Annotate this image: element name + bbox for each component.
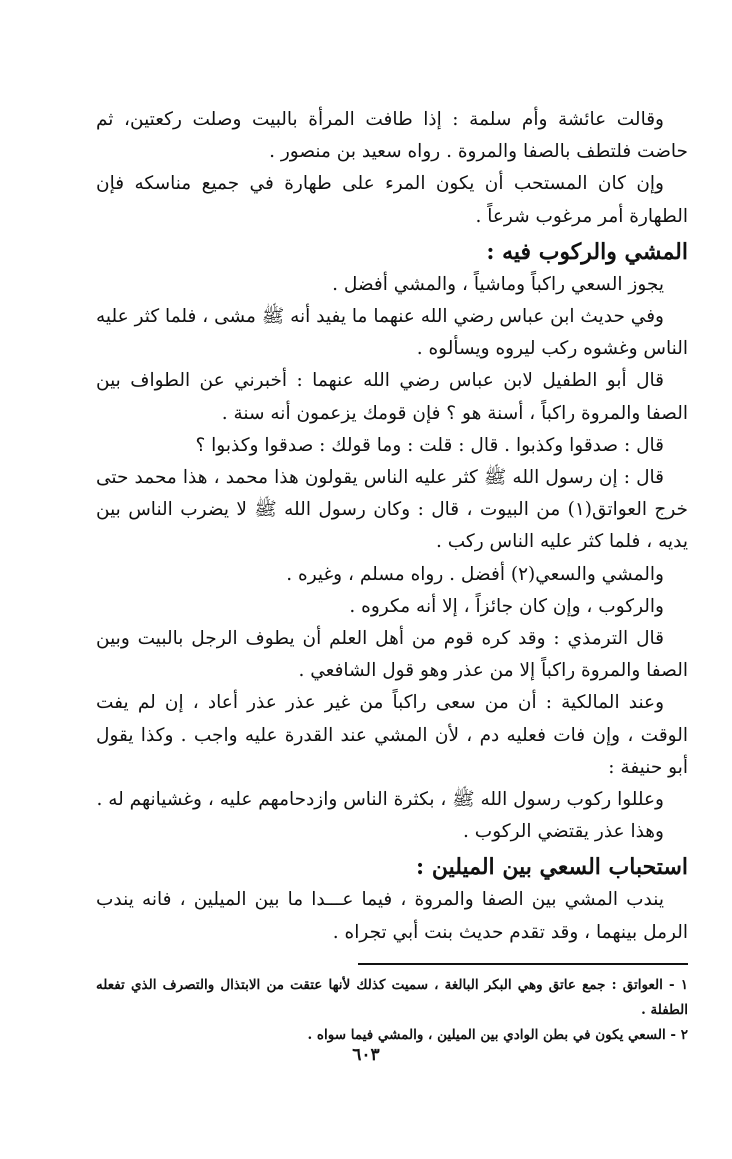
paragraph: والمشي والسعي(٢) أفضل . رواه مسلم ، وغيره . (286, 563, 664, 585)
paragraph: قال أبو الطفيل لابن عباس رضي الله عنهما : أخبرني عن الطواف بين الصفا والمروة راكباً ، أسنة هو ؟ فإن قومك يزعمون أنه سنة . (96, 370, 688, 424)
page-number: ٦٠٣ (352, 1045, 380, 1065)
footnote: ١ - العواتق : جمع عاتق وهي البكر البالغة ، سميت كذلك لأنها عتقت من الابتذال والتصرف الذي تفعله الطفلة . (96, 976, 688, 1018)
paragraph: قال الترمذي : وقد كره قوم من أهل العلم أن يطوف الرجل بالبيت وبين الصفا والمروة راكباً إلا من عذر وهو قول الشافعي . (96, 628, 688, 682)
paragraph: يجوز السعي راكباً وماشياً ، والمشي أفضل . (332, 273, 664, 295)
paragraph: وهذا عذر يقتضي الركوب . (463, 821, 664, 843)
footnote: ٢ - السعي يكون في بطن الوادي بين الميلين ، والمشي فيما سواه . (307, 1026, 688, 1043)
footnotes (96, 973, 688, 1048)
main-text (96, 104, 688, 949)
paragraph: قال : إن رسول الله ﷺ كثر عليه الناس يقولون هذا محمد ، هذا محمد حتى خرج العواتق(١) من البيوت ، قال : وكان رسول الله ﷺ لا يضرب الناس بين يديه ، فلما كثر عليه الناس ركب . (96, 467, 688, 553)
section-heading: استحباب السعي بين الميلين : (416, 854, 688, 881)
paragraph: وفي حديث ابن عباس رضي الله عنهما ما يفيد أنه ﷺ مشى ، فلما كثر عليه الناس وغشوه ركب ليروه ويسألوه . (96, 306, 688, 360)
paragraph: وعند المالكية : أن من سعى راكباً من غير عذر عذر أعاد ، إن لم يفت الوقت ، وإن فات فعليه دم ، لأن المشي عند القدرة عليه واجب . وكذا يقول أبو حنيفة : (96, 692, 688, 778)
paragraph: والركوب ، وإن كان جائزاً ، إلا أنه مكروه . (349, 595, 664, 617)
paragraph: قال : صدقوا وكذبوا . قال : قلت : وما قولك : صدقوا وكذبوا ؟ (195, 434, 664, 456)
paragraph: وإن كان المستحب أن يكون المرء على طهارة في جميع مناسكه فإن الطهارة أمر مرغوب شرعاً . (96, 173, 688, 227)
footnote-divider (358, 963, 688, 965)
paragraph: وعللوا ركوب رسول الله ﷺ ، بكثرة الناس وازدحامهم عليه ، وغشيانهم له . (96, 789, 664, 811)
section-heading: المشي والركوب فيه : (486, 238, 688, 265)
paragraph: وقالت عائشة وأم سلمة : إذا طافت المرأة بالبيت وصلت ركعتين، ثم حاضت فلتطف بالصفا والمروة . رواه سعيد بن منصور . (96, 109, 688, 163)
paragraph: يندب المشي بين الصفا والمروة ، فيما عـــدا ما بين الميلين ، فانه يندب الرمل بينهما ، وقد تقدم حديث بنت أبي تجراه . (96, 889, 688, 943)
